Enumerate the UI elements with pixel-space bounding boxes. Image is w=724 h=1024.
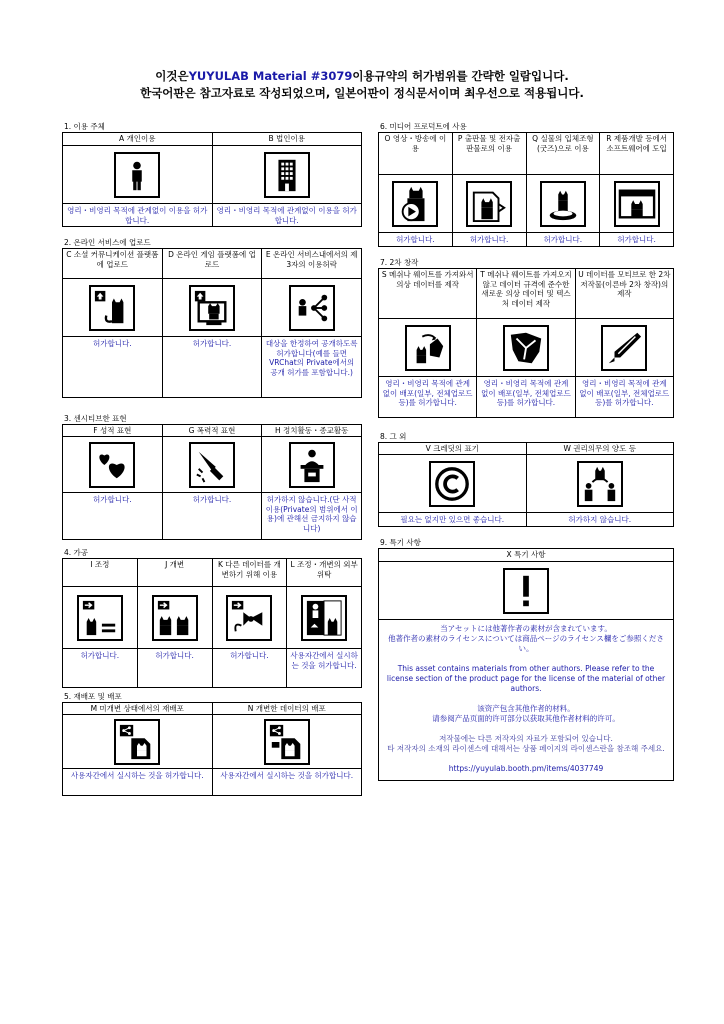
item-permission: 사용자간에서 실시하는 것을 허가합니다.: [70, 771, 204, 780]
section-redistribution: [62, 691, 362, 796]
item-label: C 소셜 커뮤니케이션 플랫폼에 업로드: [63, 249, 162, 279]
icon-cell: [477, 319, 574, 377]
item-p: [453, 133, 527, 246]
mesh-icon: [405, 325, 451, 371]
figure-icon: [540, 181, 586, 227]
item-permission: 영리・비영리 목적에 관계없이 배포(일부, 전체업로드 등)를 허가합니다.: [382, 379, 473, 407]
item-permission: 허가합니다.: [192, 339, 232, 348]
item-permission: 허가합니다.: [617, 235, 656, 244]
header-line-1: [0, 68, 724, 85]
item-d: [163, 249, 263, 397]
item-f: [63, 425, 163, 539]
section-usage-subject: [62, 121, 362, 227]
item-t: [477, 269, 575, 417]
icon-cell: [527, 455, 674, 513]
bow-icon: [226, 595, 272, 641]
section-title: 8. 그 외: [380, 432, 407, 441]
section-sensitive-expression: [62, 413, 362, 540]
header-prefix: 이것은: [155, 69, 189, 83]
icon-cell: [63, 587, 137, 649]
item-permission: 허가합니다.: [155, 651, 194, 660]
icon-cell: [63, 437, 162, 493]
item-r: [600, 133, 674, 246]
item-permission: 필요는 없지만 있으면 좋습니다.: [400, 515, 505, 524]
item-q: [527, 133, 601, 246]
item-u: [576, 269, 674, 417]
section-title: 7. 2차 창작: [380, 258, 419, 267]
section-online-upload: [62, 237, 362, 398]
icon-cell: [63, 279, 162, 337]
item-permission: 허가합니다.: [469, 235, 509, 244]
section-title: 5. 재배포 및 배포: [64, 692, 122, 701]
icon-cell: [213, 715, 362, 769]
item-permission: 허가합니다.: [93, 495, 132, 504]
video-icon: [392, 181, 438, 227]
section-title: 3. 센시티브한 표현: [64, 414, 127, 423]
item-permission: 영리・비영리 목적에 관계없이 이용을 허가합니다.: [67, 206, 208, 225]
software-icon: [614, 181, 660, 227]
adjust-icon: [77, 595, 123, 641]
outsource-icon: [301, 595, 347, 641]
note-ja-1: 当アセットには他著作者の素材が含まれています。: [440, 624, 612, 633]
section-grid: [62, 132, 362, 227]
item-g: [163, 425, 263, 539]
item-h: [262, 425, 362, 539]
section-grid: [378, 268, 674, 418]
item-permission: 대상을 한정하여 공개하도록 허가합니다(예를 들면 VRChat의 Private에서의 공개 허가를 포함합니다.): [265, 339, 358, 377]
item-label: V 크레딧의 표기: [379, 443, 526, 455]
section-title: 6. 미디어 프로덕트에 사용: [380, 122, 467, 131]
item-permission: 사용자간에서 실시하는 것을 허가합니다.: [220, 771, 354, 780]
copyright-icon: [429, 461, 475, 507]
item-j: [138, 559, 213, 687]
item-label: E 온라인 서비스내에서의 제 3자의 이용허락: [262, 249, 361, 279]
upload-cat-icon: [89, 285, 135, 331]
building-icon: [264, 152, 310, 198]
item-m: [63, 703, 213, 795]
item-a: [63, 133, 213, 226]
item-permission: 허가합니다.: [192, 495, 232, 504]
section-title: 4. 가공: [64, 548, 89, 557]
icon-cell: [262, 279, 361, 337]
item-v: [379, 443, 527, 526]
icon-cell: [63, 146, 212, 204]
header-line-2: 한국어판은 참고자료로 작성되었으며, 일본어판이 정식문서이며 최우선으로 적용됩니다.: [140, 86, 584, 100]
share-modified-icon: [264, 719, 310, 765]
note-zh-2: 请参阅产品页面的许可部分以获取其他作者材料的许可。: [432, 714, 620, 723]
section-derivative-works: [378, 257, 674, 418]
item-permission: 허가합니다.: [543, 235, 583, 244]
icon-cell: [600, 175, 673, 233]
item-permission: 사용자간에서 실시하는 것을 허가합니다.: [290, 651, 358, 670]
note-ko-2: 타 저작자의 소재의 라이센스에 대해서는 상품 페이지의 라이센스란을 참조해 주세요.: [387, 744, 665, 753]
item-permission: 영리・비영리 목적에 관계없이 배포(일부, 전체업로드 등)를 허가합니다.: [481, 379, 571, 407]
section-grid: [62, 248, 362, 398]
section-grid: [62, 424, 362, 540]
item-c: [63, 249, 163, 397]
fabric-icon: [503, 325, 549, 371]
item-label: L 조정・개변의 외부위탁: [287, 559, 361, 587]
item-permission: 허가합니다.: [80, 651, 120, 660]
item-e: [262, 249, 362, 397]
item-i: [63, 559, 138, 687]
item-b: [213, 133, 363, 226]
section-grid: [378, 442, 674, 527]
section-media-products: [378, 121, 674, 247]
icon-cell: [379, 455, 526, 513]
game-upload-icon: [189, 285, 235, 331]
item-label: R 제품개발 등에서 소프트웨어에 도입: [600, 133, 673, 175]
icon-cell: [379, 175, 452, 233]
item-label: B 법인이용: [213, 133, 362, 146]
item-label: J 개변: [138, 559, 212, 587]
hearts-icon: [89, 442, 135, 488]
section-title: 2. 온라인 서비스에 업로드: [64, 238, 151, 247]
section-grid: [378, 132, 674, 247]
item-label: U 데이터를 모티브로 한 2차 저작물(이른바 2차 창작)의 제작: [576, 269, 673, 319]
item-label: Q 실물의 입체조형(굿즈)으로 이용: [527, 133, 600, 175]
note-ja-2: 他著作者の素材のライセンスについては商品ページのライセンス欄をご参照ください。: [388, 634, 664, 653]
person-icon: [114, 152, 160, 198]
item-label: F 성적 표현: [63, 425, 162, 437]
item-label: P 출판물 및 전자출판물로의 이용: [453, 133, 526, 175]
item-label: D 온라인 게임 플랫폼에 업로드: [163, 249, 262, 279]
icon-cell: [163, 279, 262, 337]
item-k: [213, 559, 288, 687]
brand-name: YUYULAB Material #3079: [188, 69, 353, 83]
item-label: G 폭력적 표현: [163, 425, 262, 437]
item-label: H 정치활동・종교활동: [262, 425, 361, 437]
icon-cell: [576, 319, 673, 377]
icon-cell: [379, 562, 673, 620]
icon-cell: [527, 175, 600, 233]
note-en: This asset contains materials from other authors. Please refer to the license section of the product page for the license of the material of other authors.: [386, 664, 666, 693]
section-processing: [62, 547, 362, 688]
section-title: 9. 특기 사항: [380, 538, 421, 547]
section-other: [378, 431, 674, 527]
podium-icon: [289, 442, 335, 488]
section-special-notes: [378, 537, 674, 781]
icon-cell: [213, 587, 287, 649]
item-permission: 허가하지 않습니다.(단 사적이용(Private의 범위에서 이용)에 관해선 금지하지 않습니다): [265, 495, 358, 533]
item-label: K 다른 데이터를 개변하기 위해 이용: [213, 559, 287, 587]
modify-icon: [152, 595, 198, 641]
icon-cell: [262, 437, 361, 493]
section-grid: [62, 558, 362, 688]
special-notes-box: [378, 548, 674, 781]
icon-cell: [213, 146, 362, 204]
icon-cell: [287, 587, 361, 649]
exclamation-icon: [503, 568, 549, 614]
item-permission: 허가합니다.: [230, 651, 269, 660]
item-permission: 허가합니다.: [396, 235, 435, 244]
item-label: M 미개변 상태에서의 재배포: [63, 703, 212, 715]
icon-cell: [138, 587, 212, 649]
icon-cell: [163, 437, 262, 493]
header-suffix: 이용규약의 허가범위를 간략한 일람입니다.: [352, 69, 569, 83]
item-l: [287, 559, 362, 687]
book-icon: [466, 181, 512, 227]
item-permission: 영리・비영리 목적에 관계없이 이용을 허가합니다.: [216, 206, 357, 225]
item-label: W 권리의무의 양도 등: [527, 443, 674, 455]
item-label: S 메쉬나 웨이트를 가져와서 의상 데이터를 제작: [379, 269, 476, 319]
section-grid: [62, 702, 362, 796]
notes-body: [379, 620, 673, 780]
item-n: [213, 703, 363, 795]
item-permission: 영리・비영리 목적에 관계없이 배포(일부, 전체업로드 등)를 허가합니다.: [579, 379, 670, 407]
icon-cell: [63, 715, 212, 769]
note-zh-1: 该资产包含其他作者的材料。: [477, 704, 575, 713]
item-w: [527, 443, 675, 526]
item-label: I 조정: [63, 559, 137, 587]
page-header: [0, 68, 724, 102]
item-o: [379, 133, 453, 246]
knife-icon: [189, 442, 235, 488]
icon-cell: [453, 175, 526, 233]
product-url-link[interactable]: https://yuyulab.booth.pm/items/4037749: [448, 764, 604, 773]
section-title: 1. 이용 주체: [64, 122, 105, 131]
transfer-icon: [577, 461, 623, 507]
item-label: T 메쉬나 웨이트를 가져오지 않고 데이터 규격에 준수한 새로운 의상 데이터 및 텍스처 데이터 제작: [477, 269, 574, 319]
item-label: N 개변한 데이터의 배포: [213, 703, 362, 715]
item-label: X 특기 사항: [379, 549, 673, 562]
item-permission: 허가하지 않습니다.: [568, 515, 632, 524]
note-ko-1: 저작물에는 다른 저작자의 자료가 포함되어 있습니다.: [439, 734, 613, 743]
share-file-icon: [114, 719, 160, 765]
icon-cell: [379, 319, 476, 377]
share-users-icon: [289, 285, 335, 331]
item-permission: 허가합니다.: [93, 339, 132, 348]
item-s: [379, 269, 477, 417]
item-label: A 개인이용: [63, 133, 212, 146]
item-label: O 영상・방송에 이용: [379, 133, 452, 175]
pen-icon: [601, 325, 647, 371]
